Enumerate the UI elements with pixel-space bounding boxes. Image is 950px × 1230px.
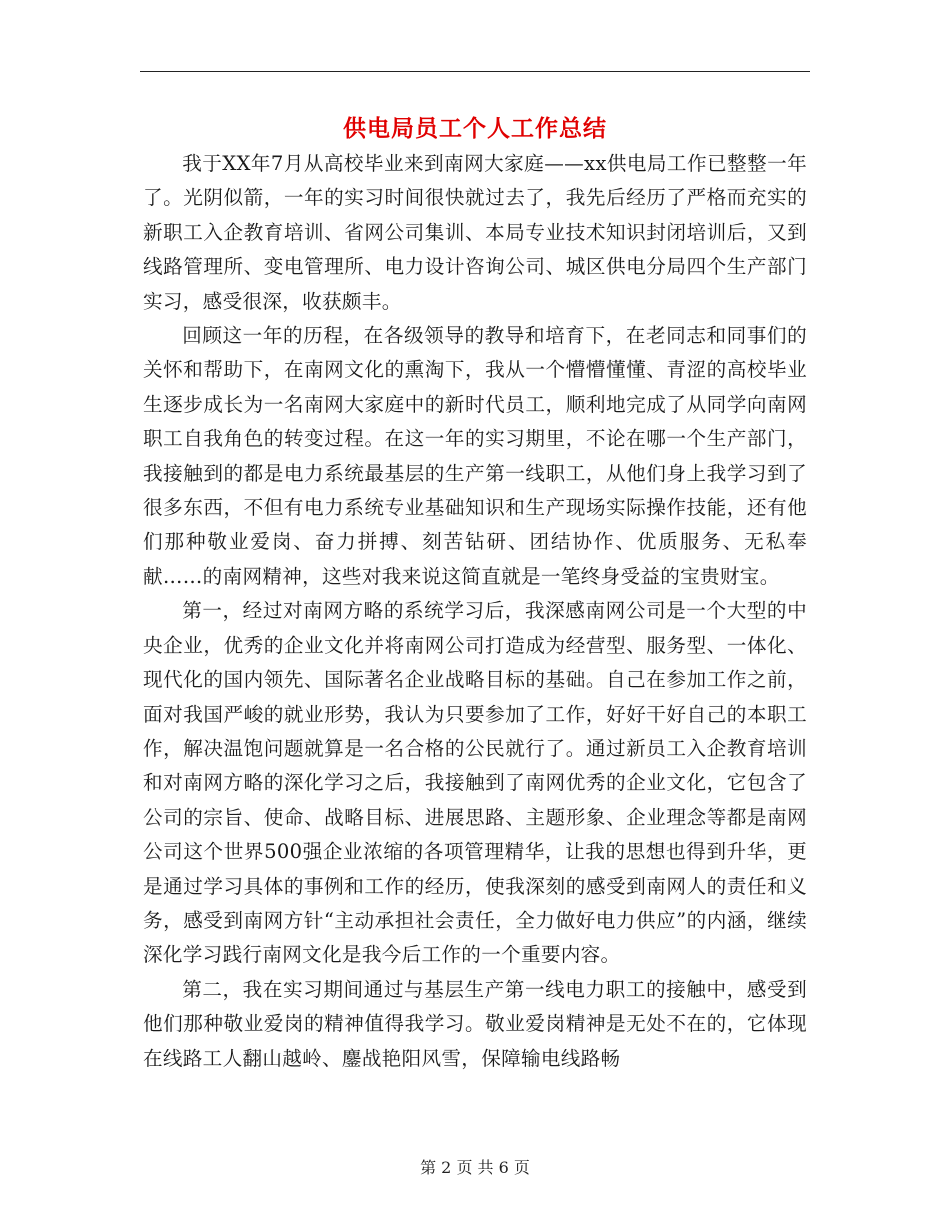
paragraph-4: 第二，我在实习期间通过与基层生产第一线电力职工的接触中，感受到他们那种敬业爱岗的精神值得我学习。敬业爱岗精神是无处不在的，它体现在线路工人翻山越岭、鏖战艳阳风雪，保障输电线路畅: [143, 977, 807, 1070]
page-number: 第 2 页 共 6 页: [420, 1158, 530, 1177]
paragraph-1: 我于XX年7月从高校毕业来到南网大家庭——xx供电局工作已整整一年了。光阴似箭，一年的实习时间很快就过去了，我先后经历了严格而充实的新职工入企教育培训、省网公司集训、本局专业技术知识封闭培训后，又到线路管理所、变电管理所、电力设计咨询公司、城区供电分局四个生产部门实习，感受很深，收获颇丰。: [143, 152, 807, 313]
paragraph-2: 回顾这一年的历程，在各级领导的教导和培育下，在老同志和同事们的关怀和帮助下，在南网文化的熏淘下，我从一个懵懵懂懂、青涩的高校毕业生逐步成长为一名南网大家庭中的新时代员工，顺利地完成了从同学向南网职工自我角色的转变过程。在这一年的实习期里，不论在哪一个生产部门，我接触到的都是电力系统最基层的生产第一线职工，从他们身上我学习到了很多东西，不但有电力系统专业基础知识和生产现场实际操作技能，还有他们那种敬业爱岗、奋力拼搏、刻苦钻研、团结协作、优质服务、无私奉献……的南网精神，这些对我来说这简直就是一笔终身受益的宝贵财宝。: [143, 324, 807, 588]
header-rule: [140, 71, 810, 72]
paragraph-3: 第一，经过对南网方略的系统学习后，我深感南网公司是一个大型的中央企业，优秀的企业文化并将南网公司打造成为经营型、服务型、一体化、现代化的国内领先、国际著名企业战略目标的基础。自己在参加工作之前，面对我国严峻的就业形势，我认为只要参加了工作，好好干好自己的本职工作，解决温饱问题就算是一名合格的公民就行了。通过新员工入企教育培训和对南网方略的深化学习之后，我接触到了南网优秀的企业文化，它包含了公司的宗旨、使命、战略目标、进展思路、主题形象、企业理念等都是南网公司这个世界500强企业浓缩的各项管理精华，让我的思想也得到升华，更是通过学习具体的事例和工作的经历，使我深刻的感受到南网人的责任和义务，感受到南网方针“主动承担社会责任，全力做好电力供应”的内涵，继续深化学习践行南网文化是我今后工作的一个重要内容。: [143, 599, 807, 967]
document-body: [143, 147, 807, 1076]
document-title: 供电局员工个人工作总结: [343, 115, 607, 142]
